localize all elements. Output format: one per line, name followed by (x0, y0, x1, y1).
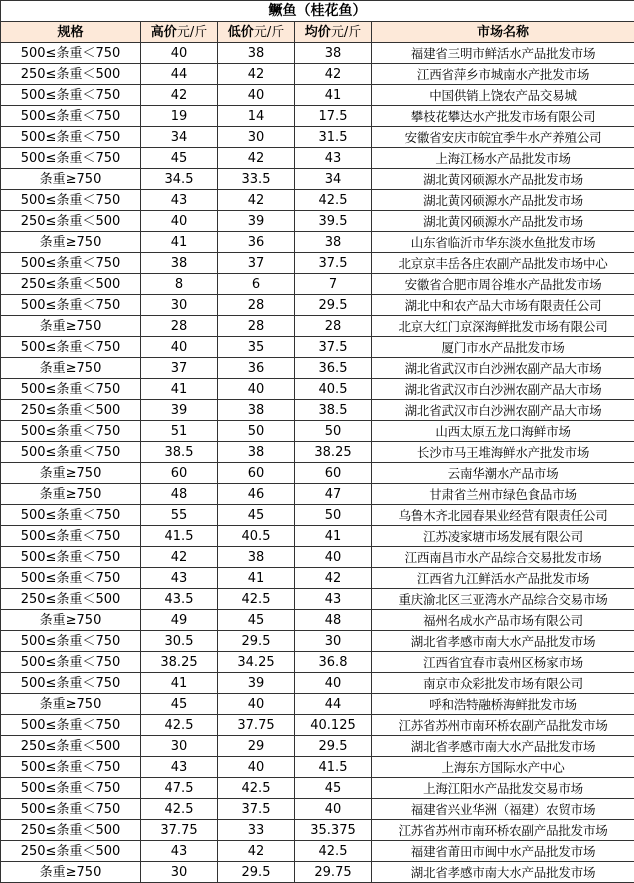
table-row (1, 379, 634, 400)
low-price-cell: 14 (218, 106, 295, 127)
avg-price-cell: 43 (295, 148, 372, 169)
table-row (1, 505, 634, 526)
market-cell: 安徽省安庆市皖宜季牛水产养殖公司 (372, 127, 634, 148)
avg-price-cell: 44 (295, 694, 372, 715)
avg-price-cell: 29.5 (295, 295, 372, 316)
market-cell: 湖北省孝感市南大水产品批发市场 (372, 736, 634, 757)
avg-price-cell: 30 (295, 631, 372, 652)
low-price-cell: 40 (218, 757, 295, 778)
header-low-price (218, 22, 295, 43)
avg-price-cell: 45 (295, 778, 372, 799)
spec-cell: 250≤条重＜500 (1, 736, 141, 757)
high-price-cell: 39 (141, 400, 218, 421)
avg-price-cell: 41 (295, 85, 372, 106)
high-price-cell: 30 (141, 862, 218, 883)
high-price-cell: 41 (141, 673, 218, 694)
avg-price-cell: 40.125 (295, 715, 372, 736)
high-price-cell: 42.5 (141, 715, 218, 736)
spec-cell: 500≤条重＜750 (1, 715, 141, 736)
table-row (1, 85, 634, 106)
market-cell: 湖北省孝感市南大水产品批发市场 (372, 862, 634, 883)
avg-price-cell: 47 (295, 484, 372, 505)
spec-cell: 500≤条重＜750 (1, 253, 141, 274)
header-market-label: 市场名称 (477, 24, 530, 40)
high-price-cell: 30 (141, 295, 218, 316)
high-price-cell: 34 (141, 127, 218, 148)
table-row (1, 442, 634, 463)
low-price-cell: 39 (218, 211, 295, 232)
table-row (1, 547, 634, 568)
spec-cell: 250≤条重＜500 (1, 820, 141, 841)
avg-price-cell: 29.5 (295, 736, 372, 757)
table-row (1, 757, 634, 778)
low-price-cell: 40 (218, 85, 295, 106)
avg-price-cell: 48 (295, 610, 372, 631)
market-cell: 上海江杨水产品批发市场 (372, 148, 634, 169)
market-cell: 湖北中和农产品大市场有限责任公司 (372, 295, 634, 316)
market-cell: 湖北省孝感市南大水产品批发市场 (372, 631, 634, 652)
table-row (1, 253, 634, 274)
market-cell: 北京京丰岳各庄农副产品批发市场中心 (372, 253, 634, 274)
market-cell: 攀枝花攀达水产批发市场有限公司 (372, 106, 634, 127)
avg-price-cell: 50 (295, 505, 372, 526)
avg-price-cell: 36.5 (295, 358, 372, 379)
low-price-cell: 37 (218, 253, 295, 274)
spec-cell: 250≤条重＜500 (1, 400, 141, 421)
low-price-cell: 45 (218, 505, 295, 526)
spec-cell: 条重≥750 (1, 232, 141, 253)
table-row (1, 190, 634, 211)
spec-cell: 条重≥750 (1, 610, 141, 631)
market-cell: 福建省莆田市闽中水产品批发市场 (372, 841, 634, 862)
table-row (1, 589, 634, 610)
spec-cell: 250≤条重＜500 (1, 64, 141, 85)
table-row (1, 526, 634, 547)
spec-cell: 500≤条重＜750 (1, 379, 141, 400)
spec-cell: 条重≥750 (1, 463, 141, 484)
avg-price-cell: 40 (295, 673, 372, 694)
market-cell: 乌鲁木齐北园春果业经营有限责任公司 (372, 505, 634, 526)
high-price-cell: 43 (141, 757, 218, 778)
table-row (1, 820, 634, 841)
market-cell: 江西省九江鲜活水产品批发市场 (372, 568, 634, 589)
spec-cell: 条重≥750 (1, 358, 141, 379)
market-cell: 湖北黄冈硕源水产品批发市场 (372, 190, 634, 211)
avg-price-cell: 7 (295, 274, 372, 295)
low-price-cell: 29.5 (218, 631, 295, 652)
header-market (372, 22, 634, 43)
low-price-cell: 30 (218, 127, 295, 148)
avg-price-cell: 28 (295, 316, 372, 337)
avg-price-cell: 38 (295, 232, 372, 253)
title-row (1, 1, 634, 22)
spec-cell: 500≤条重＜750 (1, 652, 141, 673)
low-price-cell: 28 (218, 295, 295, 316)
table-row (1, 568, 634, 589)
table-row (1, 169, 634, 190)
table-row (1, 484, 634, 505)
spec-cell: 条重≥750 (1, 169, 141, 190)
high-price-cell: 42 (141, 85, 218, 106)
market-cell: 湖北省武汉市白沙洲农副产品大市场 (372, 379, 634, 400)
table-row (1, 778, 634, 799)
low-price-cell: 37.5 (218, 799, 295, 820)
spec-cell: 条重≥750 (1, 862, 141, 883)
market-cell: 上海东方国际水产中心 (372, 757, 634, 778)
table-row (1, 127, 634, 148)
spec-cell: 500≤条重＜750 (1, 442, 141, 463)
header-row (1, 22, 634, 43)
table-row (1, 694, 634, 715)
high-price-cell: 40 (141, 337, 218, 358)
market-cell: 福建省兴业华洲（福建）农贸市场 (372, 799, 634, 820)
avg-price-cell: 35.375 (295, 820, 372, 841)
low-price-cell: 29.5 (218, 862, 295, 883)
header-low-unit: 元/斤 (253, 24, 285, 40)
high-price-cell: 30 (141, 736, 218, 757)
low-price-cell: 34.25 (218, 652, 295, 673)
market-cell: 山西太原五龙口海鲜市场 (372, 421, 634, 442)
table-row (1, 337, 634, 358)
high-price-cell: 43 (141, 841, 218, 862)
low-price-cell: 45 (218, 610, 295, 631)
low-price-cell: 42 (218, 148, 295, 169)
high-price-cell: 60 (141, 463, 218, 484)
high-price-cell: 43.5 (141, 589, 218, 610)
market-cell: 安徽省合肥市周谷堆水产品批发市场 (372, 274, 634, 295)
market-cell: 湖北省武汉市白沙洲农副产品大市场 (372, 358, 634, 379)
avg-price-cell: 42 (295, 568, 372, 589)
table-row (1, 673, 634, 694)
table-row (1, 799, 634, 820)
header-avg-label: 均价 (304, 24, 331, 40)
high-price-cell: 41 (141, 232, 218, 253)
avg-price-cell: 40 (295, 799, 372, 820)
avg-price-cell: 38.25 (295, 442, 372, 463)
high-price-cell: 48 (141, 484, 218, 505)
avg-price-cell: 43 (295, 589, 372, 610)
spec-cell: 条重≥750 (1, 316, 141, 337)
header-high-label: 高价 (150, 24, 177, 40)
low-price-cell: 39 (218, 673, 295, 694)
low-price-cell: 38 (218, 43, 295, 64)
avg-price-cell: 29.75 (295, 862, 372, 883)
high-price-cell: 34.5 (141, 169, 218, 190)
market-cell: 南京市众彩批发市场有限公司 (372, 673, 634, 694)
spec-cell: 500≤条重＜750 (1, 757, 141, 778)
high-price-cell: 38.25 (141, 652, 218, 673)
spec-cell: 500≤条重＜750 (1, 505, 141, 526)
low-price-cell: 38 (218, 442, 295, 463)
spec-cell: 500≤条重＜750 (1, 190, 141, 211)
table-row (1, 106, 634, 127)
high-price-cell: 40 (141, 43, 218, 64)
avg-price-cell: 31.5 (295, 127, 372, 148)
avg-price-cell: 34 (295, 169, 372, 190)
low-price-cell: 40 (218, 379, 295, 400)
high-price-cell: 47.5 (141, 778, 218, 799)
market-cell: 长沙市马王堆海鲜水产批发市场 (372, 442, 634, 463)
low-price-cell: 33 (218, 820, 295, 841)
spec-cell: 250≤条重＜500 (1, 274, 141, 295)
header-spec-label: 规格 (57, 24, 84, 40)
low-price-cell: 42 (218, 190, 295, 211)
high-price-cell: 41.5 (141, 526, 218, 547)
market-cell: 湖北黄冈硕源水产品批发市场 (372, 169, 634, 190)
spec-cell: 500≤条重＜750 (1, 526, 141, 547)
table-row (1, 43, 634, 64)
spec-cell: 500≤条重＜750 (1, 295, 141, 316)
high-price-cell: 55 (141, 505, 218, 526)
avg-price-cell: 41.5 (295, 757, 372, 778)
market-cell: 湖北黄冈硕源水产品批发市场 (372, 211, 634, 232)
low-price-cell: 33.5 (218, 169, 295, 190)
table-row (1, 463, 634, 484)
table-row (1, 610, 634, 631)
table-row (1, 274, 634, 295)
table-row (1, 64, 634, 85)
low-price-cell: 37.75 (218, 715, 295, 736)
spec-cell: 250≤条重＜500 (1, 211, 141, 232)
avg-price-cell: 36.8 (295, 652, 372, 673)
market-cell: 江苏省苏州市南环桥农副产品批发市场 (372, 715, 634, 736)
avg-price-cell: 38 (295, 43, 372, 64)
high-price-cell: 38.5 (141, 442, 218, 463)
avg-price-cell: 41 (295, 526, 372, 547)
market-cell: 江苏凌家塘市场发展有限公司 (372, 526, 634, 547)
avg-price-cell: 50 (295, 421, 372, 442)
market-cell: 江西省萍乡市城南水产批发市场 (372, 64, 634, 85)
low-price-cell: 40 (218, 694, 295, 715)
market-cell: 云南华潮水产品市场 (372, 463, 634, 484)
table-row (1, 148, 634, 169)
header-high-price (141, 22, 218, 43)
low-price-cell: 36 (218, 232, 295, 253)
header-high-unit: 元/斤 (176, 24, 208, 40)
low-price-cell: 42 (218, 64, 295, 85)
market-cell: 江西省宜春市袁州区杨家市场 (372, 652, 634, 673)
high-price-cell: 30.5 (141, 631, 218, 652)
spec-cell: 500≤条重＜750 (1, 421, 141, 442)
high-price-cell: 37.75 (141, 820, 218, 841)
avg-price-cell: 40 (295, 547, 372, 568)
spec-cell: 250≤条重＜500 (1, 841, 141, 862)
avg-price-cell: 42.5 (295, 190, 372, 211)
market-cell: 江西南昌市水产品综合交易批发市场 (372, 547, 634, 568)
high-price-cell: 45 (141, 694, 218, 715)
high-price-cell: 38 (141, 253, 218, 274)
spec-cell: 500≤条重＜750 (1, 43, 141, 64)
spec-cell: 500≤条重＜750 (1, 568, 141, 589)
low-price-cell: 38 (218, 547, 295, 568)
header-low-label: 低价 (227, 24, 254, 40)
table-row (1, 400, 634, 421)
avg-price-cell: 38.5 (295, 400, 372, 421)
table-row (1, 421, 634, 442)
high-price-cell: 41 (141, 379, 218, 400)
table-row (1, 841, 634, 862)
header-avg-unit: 元/斤 (330, 24, 362, 40)
avg-price-cell: 40.5 (295, 379, 372, 400)
table-row (1, 715, 634, 736)
low-price-cell: 29 (218, 736, 295, 757)
spec-cell: 500≤条重＜750 (1, 547, 141, 568)
header-avg-price (295, 22, 372, 43)
table-row (1, 358, 634, 379)
spec-cell: 条重≥750 (1, 484, 141, 505)
spec-cell: 条重≥750 (1, 694, 141, 715)
market-cell: 福建省三明市鲜活水产品批发市场 (372, 43, 634, 64)
high-price-cell: 43 (141, 190, 218, 211)
market-cell: 甘肃省兰州市绿色食品市场 (372, 484, 634, 505)
spec-cell: 500≤条重＜750 (1, 148, 141, 169)
avg-price-cell: 39.5 (295, 211, 372, 232)
market-cell: 北京大红门京深海鲜批发市场有限公司 (372, 316, 634, 337)
low-price-cell: 38 (218, 400, 295, 421)
low-price-cell: 28 (218, 316, 295, 337)
market-cell: 山东省临沂市华东淡水鱼批发市场 (372, 232, 634, 253)
table-row (1, 862, 634, 883)
table-body (1, 43, 634, 883)
market-cell: 江苏省苏州市南环桥农副产品批发市场 (372, 820, 634, 841)
high-price-cell: 40 (141, 211, 218, 232)
low-price-cell: 42.5 (218, 589, 295, 610)
high-price-cell: 44 (141, 64, 218, 85)
market-cell: 厦门市水产品批发市场 (372, 337, 634, 358)
high-price-cell: 37 (141, 358, 218, 379)
table-row (1, 295, 634, 316)
market-cell: 湖北省武汉市白沙洲农副产品大市场 (372, 400, 634, 421)
spec-cell: 500≤条重＜750 (1, 778, 141, 799)
low-price-cell: 42.5 (218, 778, 295, 799)
high-price-cell: 19 (141, 106, 218, 127)
table-title: 鳜鱼（桂花鱼） (1, 1, 634, 22)
spec-cell: 500≤条重＜750 (1, 673, 141, 694)
market-cell: 福州名成水产品市场有限公司 (372, 610, 634, 631)
high-price-cell: 28 (141, 316, 218, 337)
table-row (1, 211, 634, 232)
table-row (1, 316, 634, 337)
spec-cell: 500≤条重＜750 (1, 337, 141, 358)
low-price-cell: 6 (218, 274, 295, 295)
avg-price-cell: 37.5 (295, 337, 372, 358)
low-price-cell: 42 (218, 841, 295, 862)
high-price-cell: 42.5 (141, 799, 218, 820)
low-price-cell: 35 (218, 337, 295, 358)
low-price-cell: 40.5 (218, 526, 295, 547)
table-row (1, 631, 634, 652)
market-cell: 上海江阳水产品批发交易市场 (372, 778, 634, 799)
spec-cell: 500≤条重＜750 (1, 631, 141, 652)
table-row (1, 652, 634, 673)
avg-price-cell: 42 (295, 64, 372, 85)
high-price-cell: 8 (141, 274, 218, 295)
spec-cell: 500≤条重＜750 (1, 127, 141, 148)
header-spec (1, 22, 141, 43)
avg-price-cell: 17.5 (295, 106, 372, 127)
spec-cell: 500≤条重＜750 (1, 799, 141, 820)
market-cell: 重庆渝北区三亚湾水产品综合交易市场 (372, 589, 634, 610)
low-price-cell: 41 (218, 568, 295, 589)
high-price-cell: 42 (141, 547, 218, 568)
table-row (1, 736, 634, 757)
spec-cell: 500≤条重＜750 (1, 106, 141, 127)
high-price-cell: 51 (141, 421, 218, 442)
avg-price-cell: 60 (295, 463, 372, 484)
spec-cell: 500≤条重＜750 (1, 85, 141, 106)
market-cell: 呼和浩特融桥海鲜批发市场 (372, 694, 634, 715)
high-price-cell: 43 (141, 568, 218, 589)
avg-price-cell: 42.5 (295, 841, 372, 862)
low-price-cell: 36 (218, 358, 295, 379)
spec-cell: 250≤条重＜500 (1, 589, 141, 610)
table-row (1, 232, 634, 253)
low-price-cell: 60 (218, 463, 295, 484)
avg-price-cell: 37.5 (295, 253, 372, 274)
high-price-cell: 45 (141, 148, 218, 169)
low-price-cell: 46 (218, 484, 295, 505)
high-price-cell: 49 (141, 610, 218, 631)
market-cell: 中国供销上饶农产品交易城 (372, 85, 634, 106)
low-price-cell: 50 (218, 421, 295, 442)
